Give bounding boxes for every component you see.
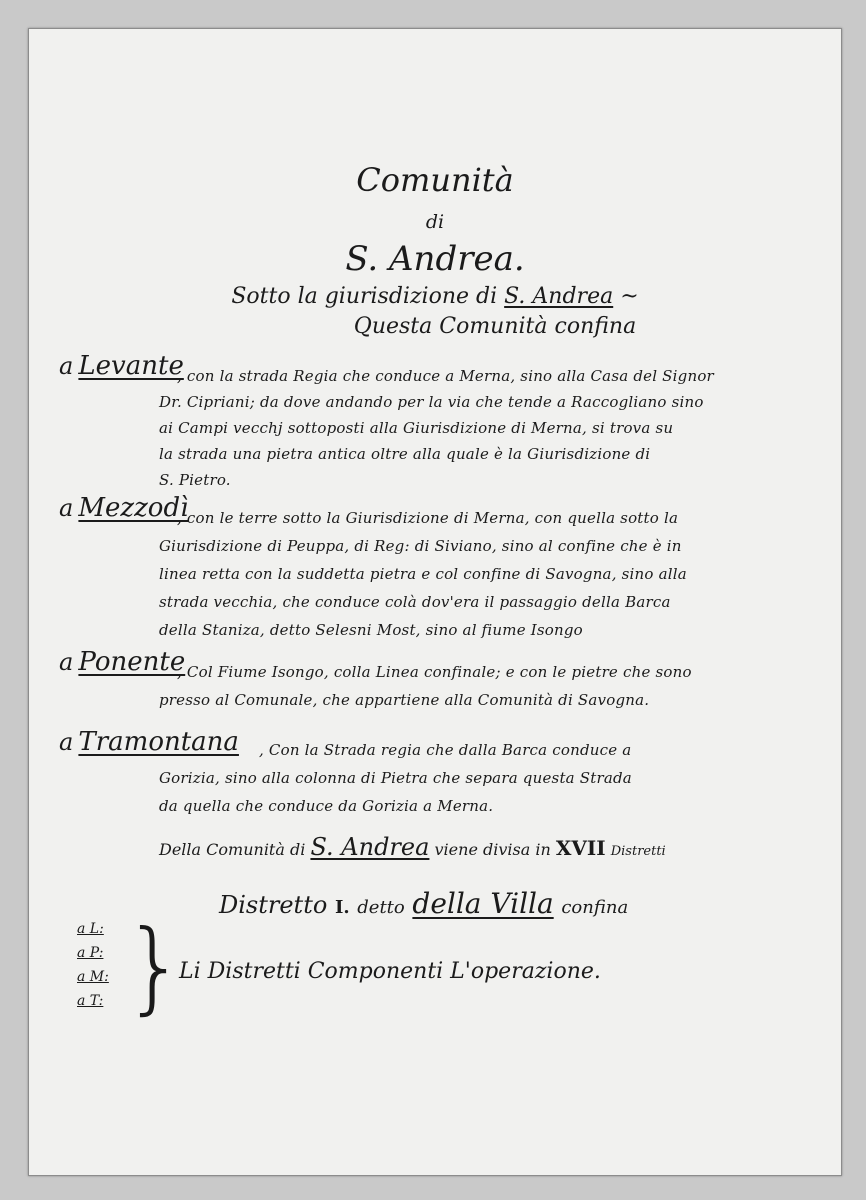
components-statement: Li Distretti Componenti L'operazione.: [179, 959, 601, 984]
key-tramontana: a T:: [77, 993, 104, 1009]
mezzodi-line-3: linea retta con la suddetta pietra e col confine di Savogna, sino alla: [159, 565, 687, 583]
section-prefix: a: [59, 648, 74, 676]
division-suffix: Distretti: [610, 844, 666, 859]
ponente-line-2: presso al Comunale, che appartiene alla Comunità di Savogna.: [159, 691, 650, 709]
section-tramontana-heading: [59, 727, 239, 757]
district-detto: detto: [357, 897, 405, 918]
direction-ponente: Ponente: [78, 647, 186, 677]
district-confina: confina: [561, 897, 629, 918]
levante-line-4: la strada una pietra antica oltre alla quale è la Giurisdizione di: [159, 445, 651, 463]
mezzodi-line-2: Giurisdizione di Peuppa, di Reg: di Siviano, sino al confine che è in: [159, 537, 682, 555]
mezzodi-line-5: della Staniza, detto Selesni Most, sino al fiume Isongo: [159, 621, 583, 639]
district-word: Distretto: [219, 891, 328, 919]
division-community-name: S. Andrea: [310, 833, 430, 861]
section-tramontana: [59, 727, 819, 837]
section-prefix: a: [59, 494, 74, 522]
district-number: I.: [334, 897, 350, 918]
direction-mezzodi: Mezzodì: [78, 493, 189, 523]
direction-tramontana: Tramontana: [78, 727, 239, 757]
section-prefix: a: [59, 352, 74, 380]
key-mezzodi: a M:: [77, 969, 109, 985]
levante-line-3: ai Campi vecchj sottoposti alla Giurisdizione di Merna, si trova su: [159, 419, 674, 437]
levante-line-2: Dr. Cipriani; da dove andando per la via che tende a Raccogliano sino: [159, 393, 704, 411]
district-heading: [219, 887, 628, 920]
brace-icon: }: [123, 908, 187, 1025]
ponente-line-1: , Col Fiume Isongo, colla Linea confinale; e con le pietre che sono: [177, 663, 692, 681]
tramontana-line-1: , Con la Strada regia che dalla Barca conduce a: [259, 741, 632, 759]
jurisdiction-line: Sotto la giurisdizione di S. Andrea ~: [231, 284, 639, 309]
jurisdiction-name: S. Andrea: [504, 284, 614, 309]
section-mezzodi: [59, 493, 819, 643]
district-name: della Villa: [412, 887, 554, 920]
division-middle: viene divisa in: [434, 840, 551, 859]
section-prefix: a: [59, 728, 74, 756]
section-levante: [59, 351, 819, 501]
key-ponente: a P:: [77, 945, 104, 961]
division-prefix: Della Comunità di: [159, 840, 306, 859]
direction-levante: Levante: [78, 351, 184, 381]
direction-keys: [77, 917, 123, 1013]
section-levante-heading: [59, 351, 184, 381]
mezzodi-line-4: strada vecchia, che conduce colà dov'era il passaggio della Barca: [159, 593, 671, 611]
mezzodi-line-1: , con le terre sotto la Giurisdizione di Merna, con quella sotto la: [177, 509, 679, 527]
tramontana-line-2: Gorizia, sino alla colonna di Pietra che separa questa Strada: [159, 769, 632, 787]
levante-line-1: , con la strada Regia che conduce a Merna, sino alla Casa del Signor: [177, 367, 714, 385]
tramontana-line-3: da quella che conduce da Gorizia a Merna.: [159, 797, 494, 815]
division-statement: [159, 833, 666, 861]
division-roman-numeral: XVII: [555, 836, 606, 860]
levante-line-5: S. Pietro.: [159, 471, 231, 489]
document-title: Comunità: [356, 161, 514, 199]
jurisdiction-prefix: Sotto la giurisdizione di: [231, 284, 498, 309]
section-ponente-heading: [59, 647, 185, 677]
title-preposition: di: [425, 211, 445, 233]
community-name: S. Andrea.: [345, 239, 525, 279]
section-ponente: [59, 647, 819, 727]
borders-intro: Questa Comunità confina: [353, 314, 637, 339]
key-levante: a L:: [77, 921, 104, 937]
manuscript-page: [28, 28, 842, 1176]
section-mezzodi-heading: [59, 493, 188, 523]
